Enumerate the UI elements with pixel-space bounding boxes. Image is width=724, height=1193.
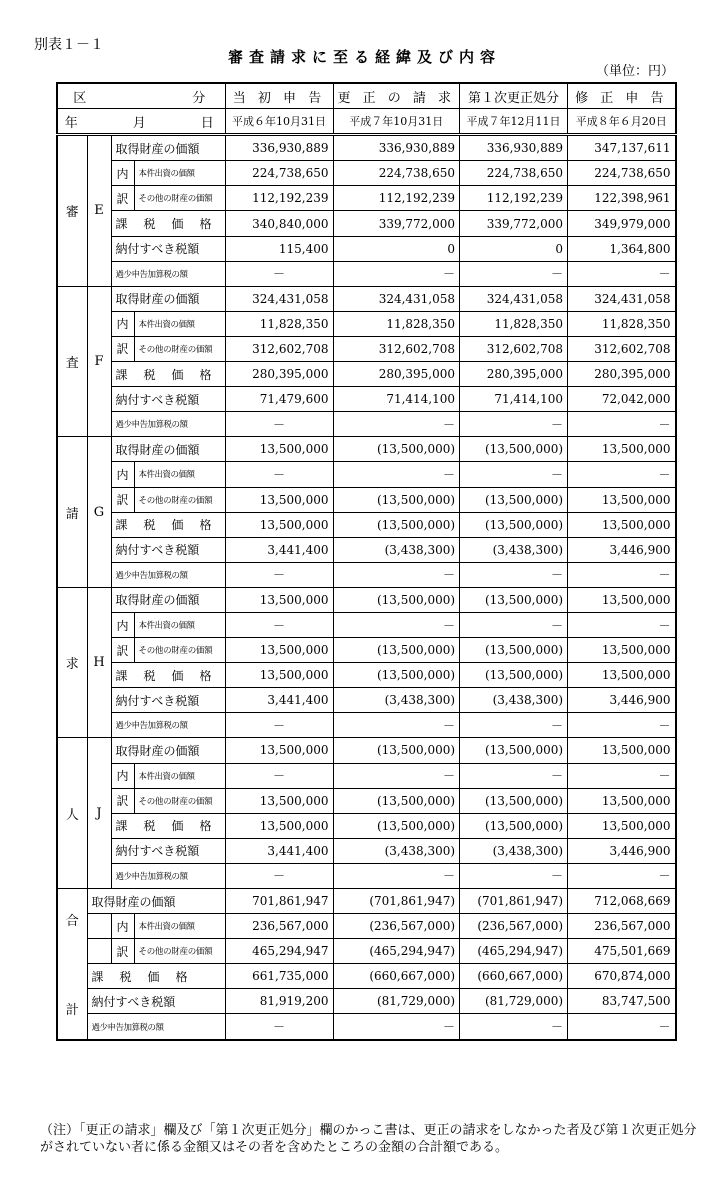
row-taxable-value: 課 税 価 格 bbox=[111, 512, 225, 537]
person-row bbox=[57, 261, 676, 286]
value-cell: 3,441,400 bbox=[225, 838, 333, 863]
row-tax-payable: 納付すべき税額 bbox=[111, 838, 225, 863]
breakdown-label-uchi: 内 bbox=[111, 311, 134, 336]
value-cell: － bbox=[460, 763, 568, 788]
value-cell: 112,192,239 bbox=[333, 186, 460, 211]
value-cell: 13,500,000 bbox=[568, 663, 676, 688]
value-cell: (13,500,000) bbox=[460, 512, 568, 537]
value-cell: 339,772,000 bbox=[333, 211, 460, 236]
value-cell: (13,500,000) bbox=[333, 437, 460, 462]
value-cell: 280,395,000 bbox=[225, 362, 333, 387]
value-cell: (13,500,000) bbox=[460, 487, 568, 512]
breakdown-label-uchi: 内 bbox=[111, 612, 134, 637]
person-row bbox=[57, 537, 676, 562]
date-row-label: 年 月 日 bbox=[57, 109, 225, 135]
person-id: H bbox=[87, 587, 111, 738]
value-cell: 475,501,669 bbox=[568, 939, 676, 964]
value-cell: － bbox=[460, 462, 568, 487]
person-row bbox=[57, 688, 676, 713]
value-cell: 11,828,350 bbox=[225, 311, 333, 336]
breakdown-label-wake: 訳 bbox=[111, 186, 134, 211]
section-char: 審 bbox=[57, 135, 87, 287]
total-row bbox=[57, 989, 676, 1014]
value-cell: (701,861,947) bbox=[460, 889, 568, 914]
value-cell: － bbox=[333, 863, 460, 888]
header-category: 区 分 bbox=[57, 83, 225, 109]
value-cell: (13,500,000) bbox=[460, 437, 568, 462]
value-cell: － bbox=[225, 612, 333, 637]
value-cell: 3,441,400 bbox=[225, 688, 333, 713]
subrow-other-assets: その他の財産の価額 bbox=[134, 336, 225, 361]
value-cell: 83,747,500 bbox=[568, 989, 676, 1014]
value-cell: 3,446,900 bbox=[568, 838, 676, 863]
value-cell: (701,861,947) bbox=[333, 889, 460, 914]
breakdown-label-wake: 訳 bbox=[111, 336, 134, 361]
value-cell: (13,500,000) bbox=[460, 738, 568, 763]
row-acquired-assets: 取得財産の価額 bbox=[111, 437, 225, 462]
value-cell: 280,395,000 bbox=[568, 362, 676, 387]
header-correction-request: 更 正 の 請 求 bbox=[333, 83, 460, 109]
subrow-investment-value: 本件出資の価額 bbox=[134, 914, 225, 939]
value-cell: 115,400 bbox=[225, 236, 333, 261]
person-row bbox=[57, 286, 676, 311]
footnote: （注）「更正の請求」欄及び「第１次更正処分」欄のかっこ書は、更正の請求をしなかった者及び第１次更正処分がされていない者に係る金額又はその者を含めたところの金額の合計額である。 bbox=[40, 1123, 697, 1155]
value-cell: － bbox=[333, 612, 460, 637]
row-taxable-value: 課 税 価 格 bbox=[87, 964, 225, 989]
value-cell: 701,861,947 bbox=[225, 889, 333, 914]
breakdown-label-wake: 訳 bbox=[111, 487, 134, 512]
person-row bbox=[57, 638, 676, 663]
value-cell: 81,919,200 bbox=[225, 989, 333, 1014]
person-row bbox=[57, 713, 676, 738]
value-cell: 13,500,000 bbox=[568, 437, 676, 462]
value-cell: 224,738,650 bbox=[568, 161, 676, 186]
row-underpayment-penalty: 過少申告加算税の額 bbox=[111, 412, 225, 437]
value-cell: 224,738,650 bbox=[225, 161, 333, 186]
value-cell: － bbox=[568, 763, 676, 788]
value-cell: 13,500,000 bbox=[225, 587, 333, 612]
value-cell: － bbox=[225, 562, 333, 587]
person-row bbox=[57, 562, 676, 587]
section-char: 人 bbox=[57, 738, 87, 889]
person-row bbox=[57, 863, 676, 888]
row-taxable-value: 課 税 価 格 bbox=[111, 813, 225, 838]
row-taxable-value: 課 税 価 格 bbox=[111, 663, 225, 688]
value-cell: (13,500,000) bbox=[460, 788, 568, 813]
subrow-investment-value: 本件出資の価額 bbox=[134, 612, 225, 637]
value-cell: (660,667,000) bbox=[460, 964, 568, 989]
header-first-reassessment: 第１次更正処分 bbox=[460, 83, 568, 109]
value-cell: (465,294,947) bbox=[460, 939, 568, 964]
row-tax-payable: 納付すべき税額 bbox=[111, 387, 225, 412]
person-row bbox=[57, 738, 676, 763]
row-acquired-assets: 取得財産の価額 bbox=[87, 889, 225, 914]
value-cell: 339,772,000 bbox=[460, 211, 568, 236]
subrow-other-assets: その他の財産の価額 bbox=[134, 939, 225, 964]
value-cell: (13,500,000) bbox=[333, 738, 460, 763]
value-cell: (13,500,000) bbox=[333, 813, 460, 838]
value-cell: － bbox=[225, 863, 333, 888]
breakdown-label-wake: 訳 bbox=[111, 638, 134, 663]
document-title: 審査請求に至る経緯及び内容 bbox=[228, 48, 502, 66]
value-cell: 712,068,669 bbox=[568, 889, 676, 914]
value-cell: 72,042,000 bbox=[568, 387, 676, 412]
person-row bbox=[57, 336, 676, 361]
value-cell: (13,500,000) bbox=[333, 663, 460, 688]
person-row bbox=[57, 763, 676, 788]
value-cell: 324,431,058 bbox=[568, 286, 676, 311]
value-cell: 13,500,000 bbox=[225, 663, 333, 688]
value-cell: (13,500,000) bbox=[460, 638, 568, 663]
person-row bbox=[57, 487, 676, 512]
person-row bbox=[57, 512, 676, 537]
value-cell: (236,567,000) bbox=[333, 914, 460, 939]
value-cell: － bbox=[225, 412, 333, 437]
value-cell: (13,500,000) bbox=[333, 587, 460, 612]
value-cell: 13,500,000 bbox=[225, 738, 333, 763]
subrow-investment-value: 本件出資の価額 bbox=[134, 462, 225, 487]
row-tax-payable: 納付すべき税額 bbox=[87, 989, 225, 1014]
section-char: 査 bbox=[57, 286, 87, 437]
row-underpayment-penalty: 過少申告加算税の額 bbox=[111, 562, 225, 587]
subrow-investment-value: 本件出資の価額 bbox=[134, 311, 225, 336]
person-row bbox=[57, 612, 676, 637]
value-cell: (13,500,000) bbox=[460, 663, 568, 688]
value-cell: 13,500,000 bbox=[225, 487, 333, 512]
value-cell: 312,602,708 bbox=[460, 336, 568, 361]
spacer-cell bbox=[87, 914, 111, 939]
value-cell: 112,192,239 bbox=[225, 186, 333, 211]
value-cell: － bbox=[225, 713, 333, 738]
person-row bbox=[57, 186, 676, 211]
row-taxable-value: 課 税 価 格 bbox=[111, 362, 225, 387]
value-cell: 13,500,000 bbox=[568, 587, 676, 612]
value-cell: (13,500,000) bbox=[333, 788, 460, 813]
value-cell: (3,438,300) bbox=[460, 838, 568, 863]
value-cell: 71,414,100 bbox=[333, 387, 460, 412]
person-row bbox=[57, 135, 676, 161]
value-cell: － bbox=[333, 462, 460, 487]
value-cell: (3,438,300) bbox=[333, 537, 460, 562]
row-underpayment-penalty: 過少申告加算税の額 bbox=[111, 713, 225, 738]
value-cell: － bbox=[460, 612, 568, 637]
subrow-other-assets: その他の財産の価額 bbox=[134, 638, 225, 663]
row-taxable-value: 課 税 価 格 bbox=[111, 211, 225, 236]
row-underpayment-penalty: 過少申告加算税の額 bbox=[87, 1014, 225, 1040]
person-id: G bbox=[87, 437, 111, 588]
total-row bbox=[57, 914, 676, 939]
person-row bbox=[57, 412, 676, 437]
value-cell: － bbox=[460, 863, 568, 888]
total-char: 計 bbox=[65, 1002, 79, 1018]
value-cell: (81,729,000) bbox=[333, 989, 460, 1014]
row-acquired-assets: 取得財産の価額 bbox=[111, 286, 225, 311]
appendix-label: 別表１－１ bbox=[34, 37, 104, 53]
unit-label: （単位：円） bbox=[596, 64, 675, 79]
value-cell: (13,500,000) bbox=[460, 587, 568, 612]
value-cell: － bbox=[333, 1014, 460, 1040]
subrow-investment-value: 本件出資の価額 bbox=[134, 763, 225, 788]
value-cell: － bbox=[568, 713, 676, 738]
value-cell: (13,500,000) bbox=[333, 512, 460, 537]
value-cell: － bbox=[333, 412, 460, 437]
row-acquired-assets: 取得財産の価額 bbox=[111, 135, 225, 161]
value-cell: 13,500,000 bbox=[225, 788, 333, 813]
date-cell: 平成６年10月31日 bbox=[225, 109, 333, 135]
row-tax-payable: 納付すべき税額 bbox=[111, 236, 225, 261]
value-cell: 3,446,900 bbox=[568, 688, 676, 713]
section-char: 請 bbox=[57, 437, 87, 588]
person-row bbox=[57, 838, 676, 863]
breakdown-label-uchi: 内 bbox=[111, 763, 134, 788]
total-row bbox=[57, 964, 676, 989]
value-cell: 0 bbox=[460, 236, 568, 261]
value-cell: 349,979,000 bbox=[568, 211, 676, 236]
value-cell: － bbox=[568, 562, 676, 587]
history-table bbox=[56, 82, 677, 1041]
value-cell: 71,414,100 bbox=[460, 387, 568, 412]
person-id: F bbox=[87, 286, 111, 437]
value-cell: 670,874,000 bbox=[568, 964, 676, 989]
value-cell: 324,431,058 bbox=[225, 286, 333, 311]
value-cell: － bbox=[460, 713, 568, 738]
value-cell: (13,500,000) bbox=[333, 638, 460, 663]
value-cell: － bbox=[568, 462, 676, 487]
value-cell: 112,192,239 bbox=[460, 186, 568, 211]
value-cell: 13,500,000 bbox=[568, 512, 676, 537]
row-acquired-assets: 取得財産の価額 bbox=[111, 587, 225, 612]
value-cell: － bbox=[568, 863, 676, 888]
date-cell: 平成８年６月20日 bbox=[568, 109, 676, 135]
person-id: J bbox=[87, 738, 111, 889]
person-id: E bbox=[87, 135, 111, 287]
breakdown-label-wake: 訳 bbox=[111, 788, 134, 813]
value-cell: (465,294,947) bbox=[333, 939, 460, 964]
row-underpayment-penalty: 過少申告加算税の額 bbox=[111, 261, 225, 286]
spacer-cell bbox=[87, 939, 111, 964]
breakdown-label-uchi: 内 bbox=[111, 462, 134, 487]
value-cell: 312,602,708 bbox=[225, 336, 333, 361]
header-row bbox=[57, 83, 676, 109]
value-cell: 13,500,000 bbox=[568, 813, 676, 838]
subrow-investment-value: 本件出資の価額 bbox=[134, 161, 225, 186]
value-cell: 3,441,400 bbox=[225, 537, 333, 562]
value-cell: (13,500,000) bbox=[333, 487, 460, 512]
value-cell: － bbox=[568, 1014, 676, 1040]
header-amended-return: 修 正 申 告 bbox=[568, 83, 676, 109]
breakdown-label-wake: 訳 bbox=[111, 939, 134, 964]
value-cell: 13,500,000 bbox=[568, 738, 676, 763]
value-cell: 13,500,000 bbox=[568, 788, 676, 813]
person-row bbox=[57, 587, 676, 612]
value-cell: － bbox=[568, 412, 676, 437]
value-cell: － bbox=[225, 261, 333, 286]
value-cell: － bbox=[460, 1014, 568, 1040]
person-row bbox=[57, 211, 676, 236]
person-row bbox=[57, 236, 676, 261]
value-cell: 13,500,000 bbox=[225, 813, 333, 838]
header-initial-return: 当 初 申 告 bbox=[225, 83, 333, 109]
value-cell: (660,667,000) bbox=[333, 964, 460, 989]
value-cell: (3,438,300) bbox=[333, 838, 460, 863]
total-row bbox=[57, 889, 676, 914]
total-row bbox=[57, 1014, 676, 1040]
value-cell: － bbox=[225, 462, 333, 487]
value-cell: 336,930,889 bbox=[225, 135, 333, 161]
value-cell: － bbox=[225, 1014, 333, 1040]
value-cell: 236,567,000 bbox=[225, 914, 333, 939]
subrow-other-assets: その他の財産の価額 bbox=[134, 186, 225, 211]
value-cell: 324,431,058 bbox=[333, 286, 460, 311]
value-cell: (236,567,000) bbox=[460, 914, 568, 939]
value-cell: (81,729,000) bbox=[460, 989, 568, 1014]
person-row bbox=[57, 311, 676, 336]
section-char: 求 bbox=[57, 587, 87, 738]
value-cell: 71,479,600 bbox=[225, 387, 333, 412]
row-tax-payable: 納付すべき税額 bbox=[111, 537, 225, 562]
value-cell: － bbox=[460, 562, 568, 587]
row-tax-payable: 納付すべき税額 bbox=[111, 688, 225, 713]
total-label bbox=[57, 889, 87, 1040]
value-cell: 661,735,000 bbox=[225, 964, 333, 989]
person-row bbox=[57, 387, 676, 412]
value-cell: 340,840,000 bbox=[225, 211, 333, 236]
person-row bbox=[57, 437, 676, 462]
value-cell: 324,431,058 bbox=[460, 286, 568, 311]
value-cell: 336,930,889 bbox=[460, 135, 568, 161]
value-cell: (3,438,300) bbox=[460, 537, 568, 562]
breakdown-label-uchi: 内 bbox=[111, 914, 134, 939]
value-cell: － bbox=[225, 763, 333, 788]
person-row bbox=[57, 788, 676, 813]
value-cell: 280,395,000 bbox=[460, 362, 568, 387]
person-row bbox=[57, 813, 676, 838]
value-cell: 11,828,350 bbox=[568, 311, 676, 336]
value-cell: － bbox=[333, 261, 460, 286]
value-cell: － bbox=[568, 612, 676, 637]
value-cell: 13,500,000 bbox=[225, 638, 333, 663]
value-cell: 347,137,611 bbox=[568, 135, 676, 161]
value-cell: 13,500,000 bbox=[568, 638, 676, 663]
total-char: 合 bbox=[65, 913, 79, 929]
person-row bbox=[57, 362, 676, 387]
total-row bbox=[57, 939, 676, 964]
value-cell: 11,828,350 bbox=[460, 311, 568, 336]
value-cell: 11,828,350 bbox=[333, 311, 460, 336]
value-cell: 465,294,947 bbox=[225, 939, 333, 964]
row-acquired-assets: 取得財産の価額 bbox=[111, 738, 225, 763]
value-cell: 236,567,000 bbox=[568, 914, 676, 939]
value-cell: 1,364,800 bbox=[568, 236, 676, 261]
date-cell: 平成７年12月11日 bbox=[460, 109, 568, 135]
value-cell: － bbox=[568, 261, 676, 286]
value-cell: － bbox=[333, 763, 460, 788]
person-row bbox=[57, 663, 676, 688]
value-cell: (13,500,000) bbox=[460, 813, 568, 838]
person-row bbox=[57, 161, 676, 186]
value-cell: 0 bbox=[333, 236, 460, 261]
value-cell: 336,930,889 bbox=[333, 135, 460, 161]
subrow-other-assets: その他の財産の価額 bbox=[134, 487, 225, 512]
value-cell: (3,438,300) bbox=[460, 688, 568, 713]
value-cell: － bbox=[460, 261, 568, 286]
value-cell: 312,602,708 bbox=[568, 336, 676, 361]
value-cell: 224,738,650 bbox=[460, 161, 568, 186]
value-cell: － bbox=[333, 713, 460, 738]
value-cell: 122,398,961 bbox=[568, 186, 676, 211]
breakdown-label-uchi: 内 bbox=[111, 161, 134, 186]
date-cell: 平成７年10月31日 bbox=[333, 109, 460, 135]
person-row bbox=[57, 462, 676, 487]
value-cell: 13,500,000 bbox=[225, 437, 333, 462]
value-cell: 13,500,000 bbox=[568, 487, 676, 512]
value-cell: － bbox=[333, 562, 460, 587]
date-row bbox=[57, 109, 676, 135]
value-cell: 3,446,900 bbox=[568, 537, 676, 562]
row-underpayment-penalty: 過少申告加算税の額 bbox=[111, 863, 225, 888]
value-cell: － bbox=[460, 412, 568, 437]
value-cell: 280,395,000 bbox=[333, 362, 460, 387]
value-cell: 224,738,650 bbox=[333, 161, 460, 186]
value-cell: 312,602,708 bbox=[333, 336, 460, 361]
value-cell: (3,438,300) bbox=[333, 688, 460, 713]
subrow-other-assets: その他の財産の価額 bbox=[134, 788, 225, 813]
value-cell: 13,500,000 bbox=[225, 512, 333, 537]
